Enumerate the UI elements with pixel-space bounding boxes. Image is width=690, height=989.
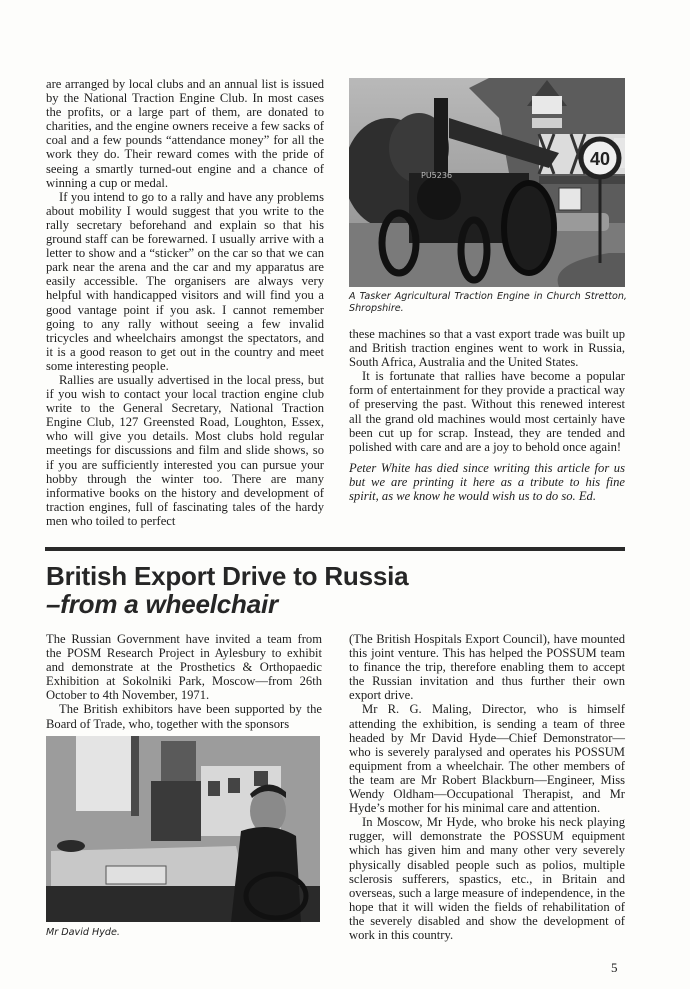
photo-caption: Mr David Hyde. [46,927,120,938]
david-hyde-photo [46,736,320,922]
body-paragraph: Mr R. G. Maling, Director, who is himself attending the exhibition, is sending a team of three headed by Mr David Hyde—Chief Demonstrator—who is severely paralysed and operates his POSSUM equipment from a wheelchair. The other members of the team are Mr Robert Blackburn—Engineer, Miss Wendy Oldham—Occupational Therapist, and Mr Hyde’s mother for his minimal care and attention. [349,702,625,816]
body-paragraph: If you intend to go to a rally and have any problems about mobility I would suggest that you write to the rally secretary beforehand and explain so that his ground staff can be forewarned. I usually arrive with a letter to show and a “sticker” on the car so that we can park near the arena and the car and my apparatus are easily accessible. The organisers are always very helpful with handicapped visitors and will find you a good vantage point if you ask. I cannot remember going to any rally without seeing a few invalid tricycles and wheelchairs amongst the spectators, and it is a good reason to get out in the country and meet some interesting people. [46,189,324,373]
body-paragraph: In Moscow, Mr Hyde, who broke his neck playing rugger, will demonstrate the POSSUM equipment which has given him and many other very severely physically disabled people such as polios, multiple sclerosis sufferers, spastics, etc., in Britain and overseas, such a large measure of independence, in the hope that it will widen the fields of rehabilitation of the severely disabled and show the development of work in this country. [349,815,625,942]
body-paragraph: these machines so that a vast export trade was built up and British traction engines went to work in Russia, South Africa, Australia and the United States. [349,327,625,370]
article-two-right-column [349,632,625,942]
body-paragraph: (The British Hospitals Export Council), have mounted this joint venture. This has helped the POSSUM team to finance the trip, therefore enabling them to accept the Russian invitation and thus further their own export drive. [349,632,625,703]
speed-limit-text: 40 [589,149,611,169]
article-one-left-column [46,77,324,528]
body-paragraph: The Russian Government have invited a team from the POSM Research Project in Aylesbury to exhibit and demonstrate at the Prosthetics & Orthopaedic Exhibition at Sokolniki Park, Moscow—from 26th October to 4th November, 1971. [46,632,322,703]
article-two-left-column [46,632,322,731]
body-paragraph: It is fortunate that rallies have become a popular form of entertainment for they provide a practical way of preserving the past. Without this renewed interest all the grand old machines would most certainly have been cut up for scrap. Instead, they are tended and polished with care and are a joy to behold once again! [349,369,625,454]
body-paragraph: are arranged by local clubs and an annual list is issued by the National Traction Engine Club. In most cases the profits, or a large part of them, are donated to charities, and the engine owners receive a few sacks of coal and a few pounds “attendance money” for all the work they do. Their reward comes with the pride of seeing a smartly turned-out engine and a chance of winning a cup or medal. [46,77,324,190]
body-paragraph: Rallies are usually advertised in the local press, but if you wish to contact your local traction engine club write to the General Secretary, National Traction Engine Club, 127 Greensted Road, Loughton, Essex, who will give you details. Most clubs hold regular meetings for discussions and film and slide shows, so if you are sufficiently interested you can pursue your hobby through the winter too. There are many informative books on the history and development of traction engines, full of fascinating tales of the hardy men who toiled to perfect [46,372,324,528]
traction-engine-photo [349,78,625,287]
section-divider [45,547,625,551]
number-plate: PU5236 [421,171,453,180]
article-one-right-column [349,327,625,503]
editor-note: Peter White has died since writing this article for us but we are printing it here as a tribute to his fine spirit, as we know he would wish us to do so. Ed. [349,460,625,504]
page-number: 5 [611,960,618,975]
body-paragraph: The British exhibitors have been supported by the Board of Trade, who, together with the sponsors [46,702,322,731]
article-headline [46,562,408,618]
headline-subtitle: –from a wheelchair [46,589,278,619]
headline-title: British Export Drive to Russia [46,561,409,591]
office-scene-illustration [46,736,320,922]
photo-caption: A Tasker Agricultural Traction Engine in Church Stretton, Shropshire. [349,291,627,314]
traction-engine-illustration [349,78,625,287]
